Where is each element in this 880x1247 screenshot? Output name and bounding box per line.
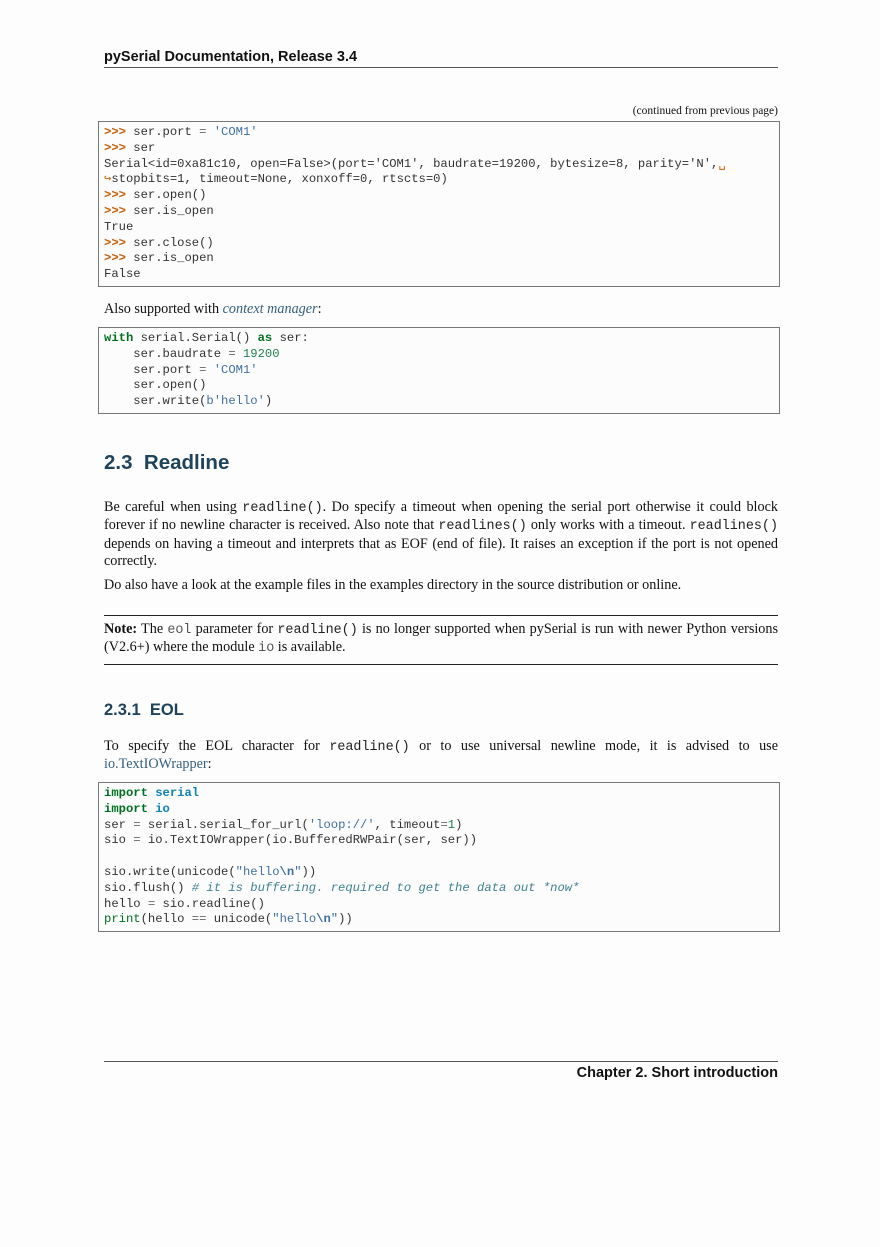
code-string: " (330, 912, 339, 927)
code-operator: = (133, 817, 141, 832)
code-prompt: >>> (104, 125, 126, 139)
code-module: io (147, 801, 170, 816)
paragraph-context-manager (104, 301, 778, 318)
code-text: ser (125, 140, 156, 155)
code-comment: # it is buffering. required to get the data out *now* (191, 880, 580, 895)
code-operator: == (191, 912, 207, 927)
code-number: 19200 (235, 346, 280, 361)
code-text: , timeout (374, 817, 441, 832)
code-output: Serial<id=0xa81c10, open=False>(port='COM1', baudrate=19200, bytesize=8, parity='N', (104, 156, 719, 171)
textiowrapper-link[interactable]: io.TextIOWrapper (104, 756, 208, 773)
section-heading-readline (104, 451, 229, 475)
code-output: stopbits=1, timeout=None, xonxoff=0, rtscts=0) (111, 172, 448, 187)
section-title: Readline (143, 451, 230, 474)
code-string: " (294, 864, 302, 879)
code-text: ser.port (104, 362, 200, 377)
running-footer: Chapter 2. Short introduction (576, 1065, 778, 1081)
code-string: "hello (272, 912, 317, 927)
code-text: ) (264, 394, 273, 409)
code-text: hello (104, 896, 148, 911)
code-prompt: >>> (104, 188, 126, 203)
code-prompt: >>> (104, 235, 126, 250)
inline-code: io (258, 641, 275, 657)
code-text: ser: (272, 331, 309, 345)
code-text: sio.write(unicode( (104, 864, 236, 879)
code-text: (hello (140, 912, 192, 927)
code-text: serial.serial_for_url( (140, 817, 309, 832)
code-operator: = (133, 833, 141, 848)
code-keyword: import (104, 801, 148, 816)
paragraph-readline (104, 499, 778, 571)
wrap-arrow-icon: ↪ (104, 172, 112, 187)
code-keyword: with (104, 331, 134, 345)
code-text: )) (338, 912, 353, 927)
code-string: 'COM1' (206, 125, 258, 139)
section-number: 2.3 (104, 451, 133, 474)
code-builtin: print (104, 912, 141, 927)
code-text: unicode( (206, 912, 273, 927)
code-prompt: >>> (104, 140, 126, 155)
code-text: )) (301, 864, 317, 879)
code-string: b'hello' (206, 394, 265, 409)
code-operator: = (199, 125, 207, 139)
note-text: is no longer supported when pySerial is run with newer Python versions (V2.6+) where the module (104, 621, 778, 656)
code-operator: = (228, 346, 236, 361)
link-text: context manager (222, 301, 318, 317)
note-label: Note: (104, 621, 138, 637)
paragraph-text: or to use universal newline mode, it is advised to use (409, 738, 778, 754)
note-text: is available. (274, 639, 346, 656)
code-prompt: >>> (104, 203, 126, 218)
paragraph-examples: Do also have a look at the example files in the examples directory in the source distribution or online. (104, 577, 682, 593)
inline-code: readline() (277, 623, 358, 638)
code-escape: \n (279, 864, 295, 879)
code-block-eol[interactable] (98, 782, 780, 932)
paragraph-text: only works with a timeout. (526, 517, 690, 534)
code-prompt: >>> (104, 251, 126, 266)
footer-rule (104, 1061, 778, 1062)
subsection-title: EOL (149, 701, 184, 719)
inline-code: readline() (242, 501, 323, 516)
code-output: True (104, 219, 134, 234)
code-number: 1 (447, 817, 456, 832)
inline-code: readline() (329, 740, 410, 755)
subsection-heading-eol (104, 701, 184, 720)
code-block-context-manager[interactable] (98, 327, 780, 414)
code-text: ser.open() (125, 188, 207, 203)
code-keyword: as (257, 331, 273, 345)
code-text: ser.port (125, 125, 200, 139)
code-text: ser.baudrate (104, 346, 229, 361)
code-text: ser (104, 817, 134, 832)
header-rule (104, 67, 778, 68)
paragraph-text: To specify the EOL character for (104, 738, 330, 754)
code-text: ser.is_open (125, 251, 214, 266)
paragraph-text: Also supported with (104, 301, 223, 317)
code-text: ser.write( (104, 394, 207, 409)
code-keyword: import (104, 786, 148, 800)
code-operator: = (440, 817, 448, 832)
note-admonition (104, 615, 778, 665)
code-text: sio (104, 833, 134, 848)
code-operator: = (147, 896, 156, 911)
code-text: ) (455, 817, 463, 832)
code-module: serial (147, 786, 200, 800)
code-text: serial.Serial() (133, 331, 258, 345)
note-text: parameter for (191, 621, 278, 637)
continued-note: (continued from previous page) (632, 105, 778, 117)
context-manager-link[interactable] (223, 301, 318, 317)
paragraph-text: : (317, 301, 322, 317)
inline-code: eol (167, 623, 192, 638)
paragraph-text: Be careful when using (104, 499, 243, 515)
code-text: sio.readline() (155, 896, 265, 911)
inline-code: readlines() (689, 519, 778, 535)
code-text: io.TextIOWrapper(io.BufferedRWPair(ser, ser)) (140, 833, 478, 848)
code-string: 'COM1' (206, 362, 258, 377)
code-text: ser.is_open (125, 203, 214, 218)
inline-code: readlines() (438, 519, 527, 535)
code-text: ser.open() (104, 378, 207, 393)
note-text: The (137, 621, 168, 637)
code-text: ser.close() (125, 235, 214, 250)
paragraph-text: depends on having a timeout and interprets that as EOF (end of file). It raises an exception if the port is not opened correctly. (104, 535, 778, 570)
paragraph-eol (104, 738, 778, 774)
running-header: pySerial Documentation, Release 3.4 (104, 49, 358, 65)
code-string: 'loop://' (308, 817, 375, 832)
subsection-number: 2.3.1 (104, 701, 141, 719)
paragraph-text: . Do specify a timeout when opening the serial port otherwise it could block forever if no newline character is received. Also note that (104, 499, 778, 534)
code-escape: \n (316, 912, 331, 927)
code-block-repl[interactable] (98, 121, 780, 287)
code-string: "hello (235, 864, 280, 879)
paragraph-text: : (207, 756, 212, 773)
code-output: False (104, 267, 141, 282)
code-operator: = (199, 362, 207, 377)
line-continuation-icon: ␣ (718, 156, 726, 171)
code-text: sio.flush() (104, 880, 192, 895)
